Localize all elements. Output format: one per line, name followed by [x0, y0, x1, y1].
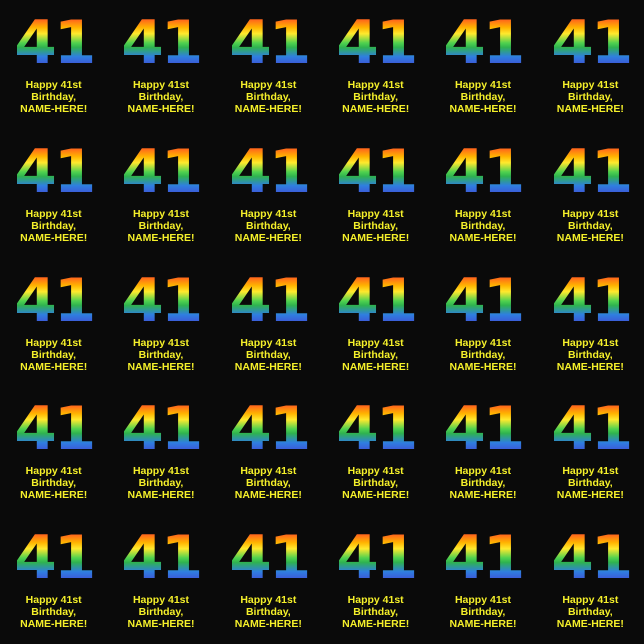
- age-number-text: 41: [550, 394, 630, 465]
- greeting-line-2: Birthday,: [567, 91, 613, 103]
- greeting-line-3: NAME-HERE!: [556, 231, 624, 244]
- greeting-line-1: Happy 41st: [240, 79, 297, 91]
- wrap-tile: [537, 0, 644, 129]
- wrap-tile: [215, 0, 322, 129]
- greeting-line-2: Birthday,: [245, 477, 291, 490]
- greeting-line-1: Happy 41st: [25, 207, 82, 220]
- greeting-line-3: NAME-HERE!: [234, 103, 302, 115]
- greeting-message: [342, 594, 409, 630]
- greeting-message: [20, 79, 87, 115]
- age-number: [14, 136, 94, 207]
- wrap-tile: [429, 515, 536, 644]
- greeting-message: [342, 337, 409, 373]
- wrap-tile: [429, 129, 536, 258]
- greeting-message: [557, 465, 624, 501]
- greeting-line-3: NAME-HERE!: [20, 103, 88, 115]
- age-number: [121, 136, 201, 207]
- greeting-line-1: Happy 41st: [454, 336, 511, 349]
- greeting-message: [20, 465, 87, 501]
- greeting-message: [557, 208, 624, 244]
- age-number-text: 41: [336, 8, 416, 78]
- greeting-message: [235, 208, 302, 244]
- greeting-line-2: Birthday,: [460, 606, 506, 619]
- greeting-line-1: Happy 41st: [347, 79, 404, 91]
- greeting-line-1: Happy 41st: [562, 594, 619, 607]
- wrap-tile: [215, 515, 322, 644]
- greeting-message: [557, 594, 624, 630]
- greeting-line-2: Birthday,: [353, 348, 399, 361]
- age-number: [443, 265, 523, 336]
- wrap-tile: [322, 129, 429, 258]
- age-number-text: 41: [228, 394, 308, 465]
- greeting-line-2: Birthday,: [31, 219, 77, 232]
- wrap-tile: [322, 515, 429, 644]
- wrap-tile: [215, 129, 322, 258]
- age-number-text: 41: [14, 265, 94, 336]
- greeting-message: [235, 465, 302, 501]
- greeting-line-3: NAME-HERE!: [234, 231, 302, 244]
- greeting-line-3: NAME-HERE!: [127, 231, 195, 244]
- greeting-line-2: Birthday,: [245, 91, 291, 103]
- age-number-text: 41: [121, 394, 201, 465]
- greeting-line-1: Happy 41st: [240, 336, 297, 349]
- wrap-tile: [429, 258, 536, 387]
- age-number: [228, 394, 308, 465]
- wrap-tile: [107, 129, 214, 258]
- greeting-line-1: Happy 41st: [25, 336, 82, 349]
- age-number: [550, 136, 630, 207]
- greeting-line-3: NAME-HERE!: [234, 360, 302, 373]
- greeting-line-1: Happy 41st: [132, 465, 189, 478]
- greeting-line-1: Happy 41st: [454, 465, 511, 478]
- age-number-text: 41: [14, 136, 94, 207]
- greeting-message: [235, 594, 302, 630]
- wrap-tile: [537, 515, 644, 644]
- age-number: [121, 523, 201, 594]
- greeting-line-2: Birthday,: [567, 219, 613, 232]
- greeting-line-1: Happy 41st: [562, 336, 619, 349]
- age-number-text: 41: [443, 265, 523, 336]
- greeting-line-2: Birthday,: [353, 477, 399, 490]
- age-number-text: 41: [550, 136, 630, 207]
- age-number-text: 41: [443, 523, 523, 594]
- greeting-line-3: NAME-HERE!: [556, 489, 624, 502]
- wrap-tile: [107, 386, 214, 515]
- age-number-text: 41: [14, 523, 94, 594]
- greeting-message: [449, 465, 516, 501]
- age-number-text: 41: [14, 394, 94, 465]
- greeting-message: [127, 79, 194, 115]
- age-number-text: 41: [228, 8, 308, 78]
- age-number-text: 41: [228, 523, 308, 594]
- age-number: [550, 523, 630, 594]
- greeting-line-3: NAME-HERE!: [127, 618, 195, 631]
- greeting-line-1: Happy 41st: [240, 594, 297, 607]
- age-number-text: 41: [443, 394, 523, 465]
- age-number: [228, 523, 308, 594]
- greeting-line-1: Happy 41st: [25, 594, 82, 607]
- greeting-message: [127, 337, 194, 373]
- greeting-line-2: Birthday,: [353, 606, 399, 619]
- age-number: [443, 8, 523, 78]
- greeting-line-1: Happy 41st: [347, 594, 404, 607]
- age-number: [550, 394, 630, 465]
- greeting-line-3: NAME-HERE!: [556, 103, 624, 115]
- greeting-line-3: NAME-HERE!: [127, 489, 195, 502]
- greeting-line-3: NAME-HERE!: [20, 231, 88, 244]
- greeting-line-3: NAME-HERE!: [127, 360, 195, 373]
- age-number-text: 41: [228, 136, 308, 207]
- greeting-line-1: Happy 41st: [132, 79, 189, 91]
- age-number-text: 41: [336, 136, 416, 207]
- greeting-line-2: Birthday,: [460, 348, 506, 361]
- greeting-message: [342, 208, 409, 244]
- greeting-line-2: Birthday,: [245, 348, 291, 361]
- age-number: [14, 394, 94, 465]
- wrap-tile: [0, 0, 107, 129]
- wrap-tile: [107, 258, 214, 387]
- greeting-line-1: Happy 41st: [562, 207, 619, 220]
- wrap-tile: [107, 0, 214, 129]
- greeting-message: [235, 337, 302, 373]
- age-number: [443, 523, 523, 594]
- greeting-line-2: Birthday,: [138, 348, 184, 361]
- greeting-message: [557, 337, 624, 373]
- greeting-line-2: Birthday,: [245, 606, 291, 619]
- greeting-line-3: NAME-HERE!: [127, 103, 195, 115]
- greeting-line-1: Happy 41st: [347, 336, 404, 349]
- age-number: [14, 523, 94, 594]
- wrap-tile: [215, 258, 322, 387]
- age-number-text: 41: [228, 265, 308, 336]
- wrap-tile: [107, 515, 214, 644]
- age-number: [336, 8, 416, 78]
- greeting-message: [127, 208, 194, 244]
- greeting-line-3: NAME-HERE!: [449, 618, 517, 631]
- greeting-message: [342, 465, 409, 501]
- age-number: [443, 394, 523, 465]
- greeting-line-3: NAME-HERE!: [342, 618, 410, 631]
- greeting-line-1: Happy 41st: [347, 207, 404, 220]
- age-number: [14, 265, 94, 336]
- age-number-text: 41: [443, 8, 523, 78]
- age-number: [228, 265, 308, 336]
- greeting-line-3: NAME-HERE!: [342, 231, 410, 244]
- age-number-text: 41: [550, 523, 630, 594]
- greeting-line-3: NAME-HERE!: [342, 103, 410, 115]
- age-number-text: 41: [443, 136, 523, 207]
- greeting-line-1: Happy 41st: [25, 79, 82, 91]
- greeting-line-2: Birthday,: [460, 477, 506, 490]
- greeting-message: [20, 594, 87, 630]
- greeting-line-1: Happy 41st: [132, 594, 189, 607]
- greeting-line-2: Birthday,: [31, 606, 77, 619]
- age-number: [228, 136, 308, 207]
- age-number: [336, 265, 416, 336]
- age-number-text: 41: [336, 394, 416, 465]
- age-number: [228, 8, 308, 78]
- age-number: [336, 394, 416, 465]
- greeting-message: [342, 79, 409, 115]
- age-number: [14, 8, 94, 78]
- age-number: [550, 8, 630, 78]
- wrap-tile: [537, 129, 644, 258]
- greeting-line-1: Happy 41st: [454, 207, 511, 220]
- greeting-line-3: NAME-HERE!: [20, 618, 88, 631]
- age-number-text: 41: [121, 265, 201, 336]
- greeting-line-3: NAME-HERE!: [449, 360, 517, 373]
- wrap-tile: [537, 258, 644, 387]
- age-number: [550, 265, 630, 336]
- greeting-line-2: Birthday,: [460, 91, 506, 103]
- greeting-line-1: Happy 41st: [132, 336, 189, 349]
- greeting-line-1: Happy 41st: [562, 79, 619, 91]
- greeting-line-1: Happy 41st: [347, 465, 404, 478]
- greeting-line-2: Birthday,: [138, 219, 184, 232]
- greeting-line-3: NAME-HERE!: [556, 618, 624, 631]
- greeting-line-2: Birthday,: [460, 219, 506, 232]
- greeting-line-1: Happy 41st: [240, 465, 297, 478]
- wrap-tile: [322, 386, 429, 515]
- age-number-text: 41: [550, 265, 630, 336]
- greeting-line-2: Birthday,: [138, 91, 184, 103]
- age-number: [336, 136, 416, 207]
- greeting-line-2: Birthday,: [353, 219, 399, 232]
- age-number-text: 41: [336, 265, 416, 336]
- greeting-line-2: Birthday,: [567, 606, 613, 619]
- age-number: [443, 136, 523, 207]
- greeting-line-3: NAME-HERE!: [342, 489, 410, 502]
- greeting-message: [235, 79, 302, 115]
- greeting-line-2: Birthday,: [31, 477, 77, 490]
- greeting-line-1: Happy 41st: [454, 594, 511, 607]
- wrap-tile: [0, 386, 107, 515]
- greeting-message: [557, 79, 624, 115]
- greeting-message: [20, 208, 87, 244]
- greeting-line-1: Happy 41st: [132, 207, 189, 220]
- greeting-message: [449, 594, 516, 630]
- greeting-message: [127, 465, 194, 501]
- greeting-line-3: NAME-HERE!: [449, 103, 517, 115]
- age-number-text: 41: [121, 523, 201, 594]
- greeting-line-2: Birthday,: [138, 477, 184, 490]
- age-number-text: 41: [121, 136, 201, 207]
- greeting-line-2: Birthday,: [138, 606, 184, 619]
- greeting-line-3: NAME-HERE!: [449, 489, 517, 502]
- greeting-line-2: Birthday,: [353, 91, 399, 103]
- age-number: [336, 523, 416, 594]
- greeting-line-1: Happy 41st: [454, 79, 511, 91]
- age-number: [121, 265, 201, 336]
- greeting-message: [20, 337, 87, 373]
- greeting-line-3: NAME-HERE!: [449, 231, 517, 244]
- greeting-line-2: Birthday,: [245, 219, 291, 232]
- greeting-line-2: Birthday,: [31, 348, 77, 361]
- age-number: [121, 8, 201, 78]
- greeting-message: [449, 208, 516, 244]
- age-number-text: 41: [336, 523, 416, 594]
- wrap-tile: [322, 258, 429, 387]
- wrap-tile: [215, 386, 322, 515]
- greeting-line-3: NAME-HERE!: [342, 360, 410, 373]
- greeting-line-1: Happy 41st: [562, 465, 619, 478]
- greeting-line-3: NAME-HERE!: [556, 360, 624, 373]
- greeting-line-3: NAME-HERE!: [234, 489, 302, 502]
- wrap-tile: [0, 129, 107, 258]
- age-number-text: 41: [550, 8, 630, 78]
- greeting-line-2: Birthday,: [567, 477, 613, 490]
- age-number-text: 41: [121, 8, 201, 78]
- greeting-line-2: Birthday,: [567, 348, 613, 361]
- wrap-tile: [322, 0, 429, 129]
- greeting-line-3: NAME-HERE!: [20, 360, 88, 373]
- greeting-line-3: NAME-HERE!: [234, 618, 302, 631]
- greeting-line-1: Happy 41st: [240, 207, 297, 220]
- greeting-line-3: NAME-HERE!: [20, 489, 88, 502]
- greeting-message: [127, 594, 194, 630]
- greeting-line-1: Happy 41st: [25, 465, 82, 478]
- greeting-message: [449, 79, 516, 115]
- wrap-tile: [537, 386, 644, 515]
- greeting-line-2: Birthday,: [31, 91, 77, 103]
- greeting-message: [449, 337, 516, 373]
- wrap-tile: [0, 258, 107, 387]
- wrap-tile: [429, 386, 536, 515]
- wrap-tile: [0, 515, 107, 644]
- age-number: [121, 394, 201, 465]
- wrap-tile: [429, 0, 536, 129]
- age-number-text: 41: [14, 8, 94, 78]
